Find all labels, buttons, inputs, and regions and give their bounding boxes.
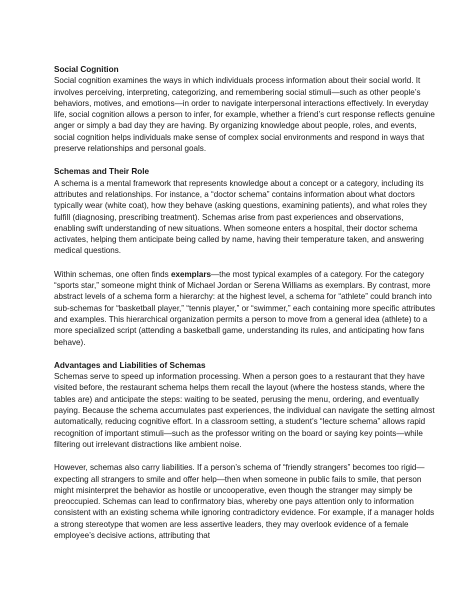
paragraph-spacer bbox=[54, 348, 436, 360]
section-heading-social-cognition: Social Cognition bbox=[54, 65, 119, 74]
paragraph-spacer bbox=[54, 257, 436, 269]
exemplar-text-after: —the most typical examples of a category. For the category “sports star,” someone might think of Michael Jordan or Serena Williams as exemplars. By contrast, more abstract levels of a schema form a hierarchy: at the highest level, a schema for “athlete” could branch into sub-schemas for “basketball player,” “tennis player,” or “swimmer,” each containing more specific attributes and examples. This hierarchical organization permits a person to move from a general idea (athlete) to a more specialized script (attending a basketball game, understanding its rules, and anticipating how fans behave). bbox=[54, 269, 436, 347]
paragraph-schema-definition: A schema is a mental framework that represents knowledge about a concept or a category, including its attributes and relationships. For instance, a “doctor schema” contains information about what doctors typically wear (white coat), how they behave (asking questions, examining patients), and what roles they fulfill (diagnosing, prescribing treatment). Schemas arise from past experiences and observations, enabling swift understanding of new situations. When someone enters a hospital, their doctor schema activates, helping them anticipate being called by name, having their temperature taken, and answering medical questions. bbox=[54, 178, 427, 256]
section-heading-advantages: Advantages and Liabilities of Schemas bbox=[54, 360, 206, 370]
section-heading-schemas: Schemas and Their Role bbox=[54, 167, 150, 177]
paragraph-spacer bbox=[54, 450, 436, 462]
document-body bbox=[54, 64, 436, 541]
paragraph-exemplars bbox=[54, 269, 436, 348]
paragraph-advantages: Schemas serve to speed up information processing. When a person goes to a restaurant that they have visited before, the restaurant schema helps them recall the layout (where the hostess stands, where the tables are) and anticipate the steps: waiting to be seated, perusing the menu, ordering, and eventually paying. Because the schema accumulates past experiences, the individual can navigate the setting almost automatically, reducing cognitive effort. In a classroom setting, a student’s “lecture schema” allows rapid recognition of important stimuli—such as the professor writing on the board or saying key points—while filtering out irrelevant distractions like ambient noise. bbox=[54, 372, 435, 449]
exemplar-term: exemplars bbox=[170, 269, 212, 279]
paragraph-social-cognition: Social cognition examines the ways in which individuals process information about their social world. It involves perceiving, interpreting, categorizing, and remembering social stimuli—such as other people’s behaviors, motives, and emotions—in order to navigate interpersonal interactions effectively. In everyday life, social cognition allows a person to infer, for example, whether a friend’s curt response reflects genuine anger or simply a bad day they are having. By organizing knowledge about people, roles, and events, social cognition helps individuals make sense of complex social environments and respond in ways that preserve relationships and personal goals. bbox=[54, 76, 435, 154]
paragraph-spacer bbox=[54, 154, 436, 166]
exemplar-text-before: Within schemas, one often finds bbox=[54, 269, 171, 279]
paragraph-liabilities: However, schemas also carry liabilities. If a person’s schema of “friendly strangers” becomes too rigid—expecting all strangers to smile and offer help—then when someone in public fails to smile, that person might misinterpret the behavior as hostile or uncooperative, even though the stranger may simply be preoccupied. Schemas can lead to confirmatory bias, whereby one pays attention only to information consistent with an existing schema while ignoring contradictory evidence. For example, if a manager holds a strong stereotype that women are less assertive leaders, they may overlook evidence of a female employee’s decisive actions, attributing that bbox=[54, 463, 435, 540]
